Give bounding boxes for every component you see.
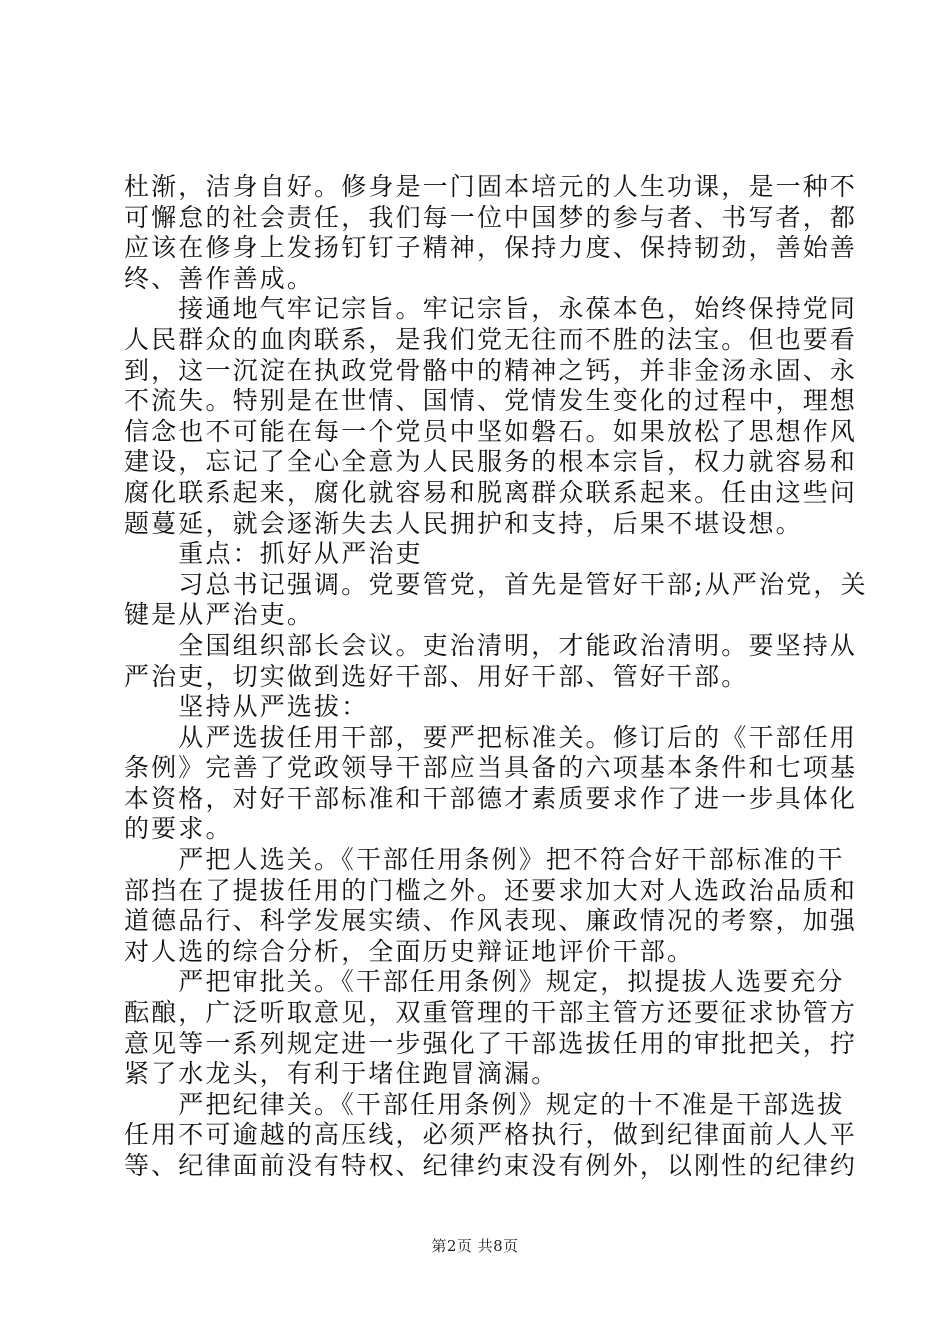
text-line: 严把纪律关。《干部任用条例》规定的十不准是干部选拔 [124,1089,845,1119]
text-line: 人民群众的血肉联系，是我们党无往而不胜的法宝。但也要看 [124,324,858,354]
text-line: 道德品行、科学发展实绩、作风表现、廉政情况的考察，加强 [124,906,858,936]
text-line: 酝酿，广泛听取意见，双重管理的干部主管方还要征求协管方 [124,998,858,1028]
text-line: 到，这一沉淀在执政党骨骼中的精神之钙，并非金汤永固、永 [124,355,858,385]
page-number-footer: 第2页 共8页 [431,1237,519,1255]
text-line: 不流失。特别是在世情、国情、党情发生变化的过程中，理想 [124,386,858,416]
text-line: 从严选拔任用干部，要严把标准关。修订后的《干部任用 [124,722,858,752]
text-line: 严治吏，切实做到选好干部、用好干部、管好干部。 [124,661,749,691]
text-line: 意见等一系列规定进一步强化了干部选拔任用的审批把关，拧 [124,1028,858,1058]
text-line: 任用不可逾越的高压线，必须严格执行，做到纪律面前人人平 [124,1120,858,1150]
section-heading: 坚持从严选拔： [124,692,369,722]
text-line: 杜渐，洁身自好。修身是一门固本培元的人生功课，是一种不 [124,172,858,201]
text-line: 建设，忘记了全心全意为人民服务的根本宗旨，权力就容易和 [124,447,858,477]
section-heading: 重点：抓好从严治吏 [124,539,423,569]
text-line: 本资格，对好干部标准和干部德才素质要求作了进一步具体化 [124,783,858,813]
text-line: 题蔓延，就会逐渐失去人民拥护和支持，后果不堪设想。 [124,508,803,538]
document-body [124,172,868,1182]
text-line: 信念也不可能在每一个党员中坚如磐石。如果放松了思想作风 [124,416,858,446]
text-line: 部挡在了提拔任用的门槛之外。还要求加大对人选政治品质和 [124,875,858,905]
text-line: 紧了水龙头，有利于堵住跑冒滴漏。 [124,1059,559,1089]
text-line: 等、纪律面前没有特权、纪律约束没有例外，以刚性的纪律约 [124,1151,858,1180]
text-line: 键是从严治吏。 [124,600,315,630]
text-line: 严把审批关。《干部任用条例》规定，拟提拔人选要充分 [124,967,845,997]
text-line: 严把人选关。《干部任用条例》把不符合好干部标准的干 [124,845,845,875]
text-line: 习总书记强调。党要管党，首先是管好干部;从严治党，关 [124,569,868,599]
text-line: 应该在修身上发扬钉钉子精神，保持力度、保持韧劲，善始善 [124,233,858,263]
text-line: 终、善作善成。 [124,263,315,293]
text-line: 的要求。 [124,814,233,844]
text-line: 对人选的综合分析，全面历史辩证地评价干部。 [124,936,695,966]
text-line: 接通地气牢记宗旨。牢记宗旨，永葆本色，始终保持党同 [124,294,858,324]
text-line: 全国组织部长会议。吏治清明，才能政治清明。要坚持从 [124,630,858,660]
text-line: 条例》完善了党政领导干部应当具备的六项基本条件和七项基 [124,753,858,783]
text-line: 可懈怠的社会责任，我们每一位中国梦的参与者、书写者，都 [124,202,858,232]
text-line: 腐化联系起来，腐化就容易和脱离群众联系起来。任由这些问 [124,477,858,507]
